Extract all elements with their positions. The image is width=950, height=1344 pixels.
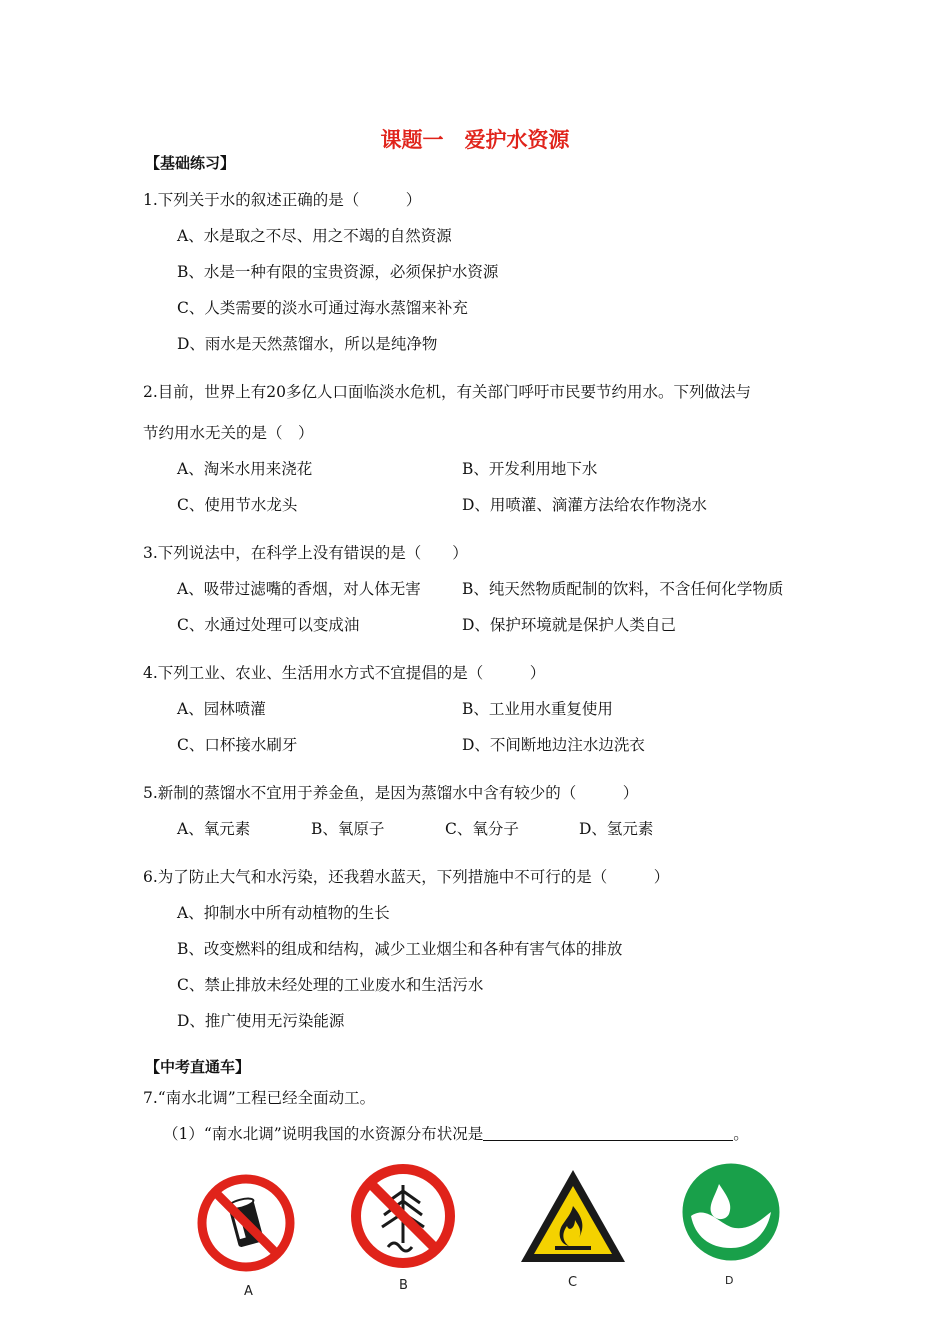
- no-logging-icon: [350, 1163, 456, 1269]
- question-4: 4.下列工业、农业、生活用水方式不宜提倡的是（ ）: [143, 664, 546, 682]
- sign-c-label: C: [568, 1275, 578, 1290]
- question-7: 7.“南水北调”工程已经全面动工。: [143, 1089, 376, 1107]
- q2-option-c: C、使用节水龙头: [177, 496, 298, 514]
- q1-option-b: B、水是一种有限的宝贵资源，必须保护水资源: [177, 263, 499, 281]
- question-2-line-2: 节约用水无关的是（ ）: [143, 424, 314, 442]
- question-6: 6.为了防止大气和水污染，还我碧水蓝天，下列措施中不可行的是（ ）: [143, 868, 670, 886]
- q4-option-d: D、不间断地边注水边洗衣: [462, 736, 645, 754]
- q4-option-a: A、园林喷灌: [177, 700, 266, 718]
- flammable-warning-icon: [517, 1166, 629, 1266]
- q4-option-b: B、工业用水重复使用: [462, 700, 613, 718]
- page-title: 课题一 爱护水资源: [380, 128, 570, 152]
- q1-option-a: A、水是取之不尽、用之不竭的自然资源: [177, 227, 452, 245]
- q6-option-c: C、禁止排放未经处理的工业废水和生活污水: [177, 976, 484, 994]
- question-3: 3.下列说法中，在科学上没有错误的是（ ）: [143, 544, 468, 562]
- q3-option-b: B、纯天然物质配制的饮料，不含任何化学物质: [462, 580, 784, 598]
- sign-d-label: D: [725, 1274, 734, 1287]
- q7-sub-1-prefix: （1）“南水北调”说明我国的水资源分布状况是: [163, 1125, 484, 1143]
- q7-sub-1-suffix: 。: [733, 1125, 749, 1143]
- q7-sub-1: [163, 1122, 749, 1144]
- question-5: 5.新制的蒸馏水不宜用于养金鱼，是因为蒸馏水中含有较少的（ ）: [143, 784, 639, 802]
- water-saving-icon: [681, 1162, 781, 1262]
- question-2-line-1: 2.目前，世界上有20多亿人口面临淡水危机，有关部门呼吁市民要节约用水。下列做法与: [143, 383, 752, 401]
- q3-option-c: C、水通过处理可以变成油: [177, 616, 360, 634]
- q6-option-a: A、抑制水中所有动植物的生长: [177, 904, 390, 922]
- q3-option-a: A、吸带过滤嘴的香烟，对人体无害: [177, 580, 421, 598]
- q5-option-d: D、氢元素: [579, 820, 654, 838]
- section-basic: 【基础练习】: [145, 154, 236, 172]
- q6-option-b: B、改变燃料的组成和结构，减少工业烟尘和各种有害气体的排放: [177, 940, 623, 958]
- q4-option-c: C、口杯接水刷牙: [177, 736, 298, 754]
- answer-blank[interactable]: [483, 1126, 733, 1141]
- q2-option-b: B、开发利用地下水: [462, 460, 598, 478]
- q3-option-d: D、保护环境就是保护人类自己: [462, 616, 676, 634]
- q2-option-a: A、淘米水用来浇花: [177, 460, 313, 478]
- sign-b-label: B: [399, 1278, 408, 1293]
- q2-option-d: D、用喷灌、滴灌方法给农作物浇水: [462, 496, 707, 514]
- question-1: 1.下列关于水的叙述正确的是（ ）: [143, 191, 422, 209]
- q1-option-d: D、雨水是天然蒸馏水，所以是纯净物: [177, 335, 438, 353]
- q5-option-a: A、氧元素: [177, 820, 251, 838]
- section-exam: 【中考直通车】: [145, 1058, 251, 1076]
- q6-option-d: D、推广使用无污染能源: [177, 1012, 345, 1030]
- q1-option-c: C、人类需要的淡水可通过海水蒸馏来补充: [177, 299, 468, 317]
- sign-a-label: A: [244, 1284, 253, 1299]
- q5-option-b: B、氧原子: [311, 820, 385, 838]
- no-oil-barrel-icon: [196, 1173, 296, 1273]
- q5-option-c: C、氧分子: [445, 820, 519, 838]
